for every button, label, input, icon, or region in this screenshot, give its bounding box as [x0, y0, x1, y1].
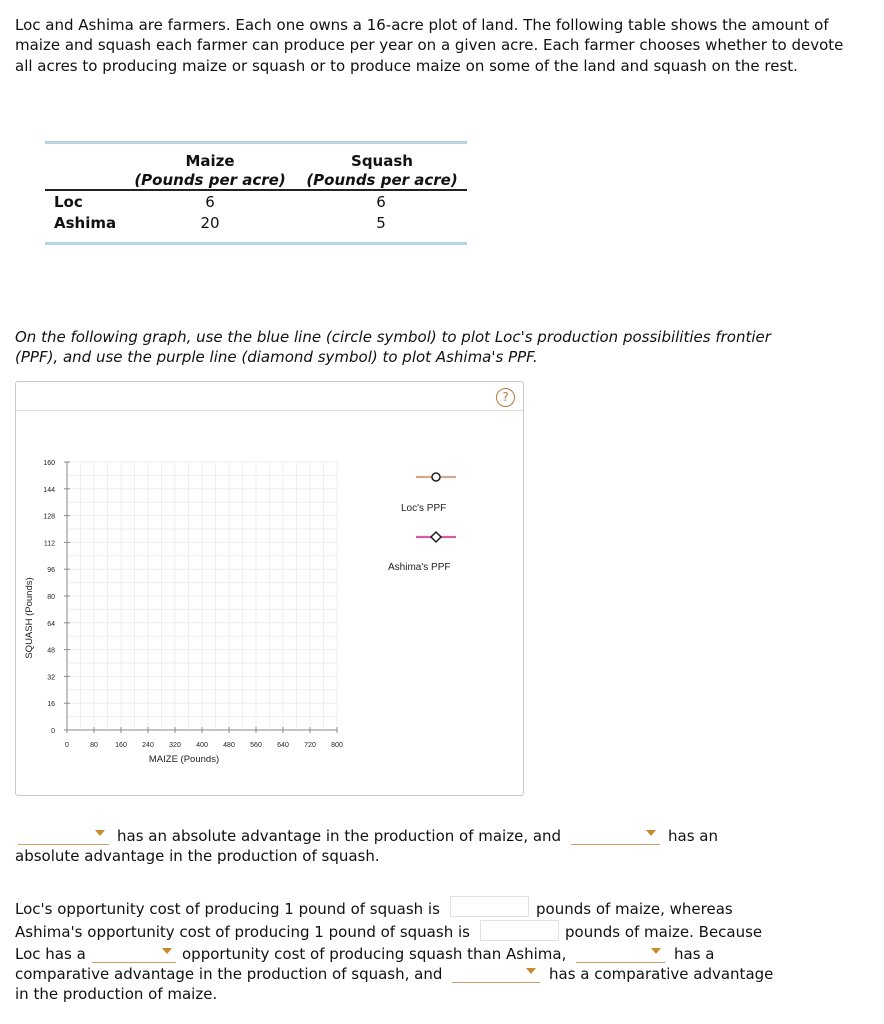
diamond-symbol-icon[interactable]: [431, 532, 441, 542]
table-top-rule: [45, 141, 467, 144]
x-tick-label: 640: [277, 742, 289, 749]
circle-symbol-icon[interactable]: [432, 473, 440, 481]
loc-ppf-tool[interactable]: [416, 473, 456, 481]
maize-header: Maize: [185, 152, 235, 170]
x-tick-label: 720: [304, 742, 316, 749]
loc-squash-value: 6: [376, 193, 386, 211]
ashima-maize-value: 20: [200, 214, 220, 232]
q1-text-c: absolute advantage in the production of squash.: [15, 847, 380, 865]
y-axis-label: SQUASH (Pounds): [24, 577, 35, 659]
y-tick-label: 16: [47, 701, 55, 709]
q1-text-a: has an absolute advantage in the production of maize, and: [117, 827, 562, 845]
maize-unit: (Pounds per acre): [134, 171, 286, 189]
comparative-advantage-maize-dropdown[interactable]: [452, 964, 540, 983]
x-tick-label: 160: [115, 742, 127, 749]
y-tick-label: 80: [47, 594, 55, 601]
q2-line2-a: Ashima's opportunity cost of producing 1 pound of squash is: [15, 923, 470, 941]
row-label-ashima: Ashima: [54, 214, 117, 232]
row-label-loc: Loc: [54, 193, 83, 211]
absolute-advantage-maize-dropdown[interactable]: [18, 826, 109, 845]
x-tick-label: 800: [331, 742, 343, 749]
ashima-ppf-tool[interactable]: [416, 532, 456, 542]
loc-maize-value: 6: [205, 193, 215, 211]
table-bottom-rule: [45, 242, 467, 245]
squash-unit: (Pounds per acre): [306, 171, 458, 189]
x-tick-label: 0: [65, 742, 69, 749]
x-axis-label: MAIZE (Pounds): [148, 754, 220, 765]
y-tick-label: 128: [43, 513, 55, 521]
q2-line2-b: pounds of maize. Because: [565, 923, 763, 941]
q2-line3-b: opportunity cost of producing squash than Ashima,: [182, 945, 567, 963]
ashima-squash-value: 5: [376, 214, 386, 232]
loc-ppf-label: Loc's PPF: [401, 503, 447, 514]
x-tick-label: 240: [142, 742, 154, 749]
y-tick-label: 160: [43, 460, 55, 467]
x-tick-label: 400: [196, 742, 208, 749]
grid: [67, 462, 337, 730]
table-header-line: [45, 189, 467, 191]
q1-text-b: has an: [668, 827, 718, 845]
y-tick-label: 112: [43, 540, 55, 548]
q2-line1-b: pounds of maize, whereas: [536, 900, 733, 918]
q2-line3-a: Loc has a: [15, 945, 86, 963]
ashima-ppf-label: Ashima's PPF: [388, 562, 451, 573]
comparative-advantage-squash-dropdown[interactable]: [576, 944, 665, 963]
chevron-down-icon: [95, 830, 105, 836]
y-tick-label: 32: [47, 674, 55, 682]
chevron-down-icon: [162, 948, 172, 954]
graph-panel[interactable]: [15, 381, 524, 796]
x-tick-label: 560: [250, 742, 262, 749]
x-tick-label: 320: [169, 742, 181, 749]
x-tick-label: 80: [90, 742, 98, 749]
squash-header: Squash: [351, 152, 413, 170]
chevron-down-icon: [526, 968, 536, 974]
ashima-opportunity-cost-input[interactable]: [480, 920, 559, 941]
intro-text: Loc and Ashima are farmers. Each one owns a 16-acre plot of land. The following table shows the amount of maize and squash each farmer can produce per year on a given acre. Each farmer chooses whether to devote all acres to producing maize or squash or to produce maize on some of the land and squash on the rest.: [15, 16, 844, 75]
y-tick-label: 0: [51, 728, 55, 735]
chevron-down-icon: [646, 830, 656, 836]
q2-line5: in the production of maize.: [15, 985, 218, 1003]
loc-opportunity-cost-input[interactable]: [450, 896, 529, 917]
y-tick-label: 64: [47, 620, 55, 628]
opportunity-cost-comparison-dropdown[interactable]: [92, 944, 176, 963]
chevron-down-icon: [651, 948, 661, 954]
absolute-advantage-squash-dropdown[interactable]: [571, 826, 660, 845]
q2-line4-b: has a comparative advantage: [549, 965, 774, 983]
y-tick-label: 96: [47, 567, 55, 575]
y-tick-label: 144: [43, 486, 55, 494]
q2-line3-c: has a: [674, 945, 715, 963]
x-tick-label: 480: [223, 742, 235, 749]
q2-line4-a: comparative advantage in the production of squash, and: [15, 965, 443, 983]
ppf-chart[interactable]: [16, 382, 523, 795]
graph-instruction: On the following graph, use the blue line (circle symbol) to plot Loc's production possibilities frontier (PPF), and use the purple line (diamond symbol) to plot Ashima's PPF.: [15, 328, 771, 367]
y-tick-label: 48: [47, 647, 55, 655]
help-icon[interactable]: ?: [496, 388, 515, 407]
q2-line1-a: Loc's opportunity cost of producing 1 pound of squash is: [15, 900, 440, 918]
